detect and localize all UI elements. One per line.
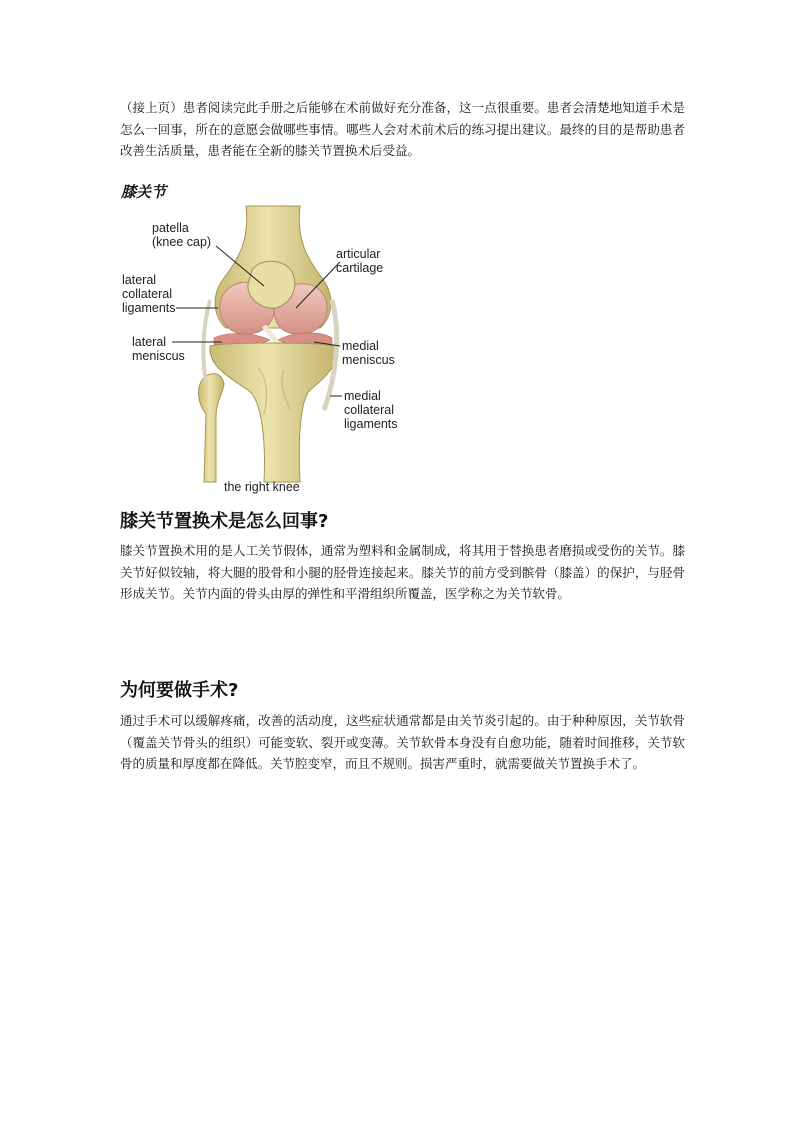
label-lcl-1: lateral bbox=[122, 273, 157, 287]
label-mmen-1: medial bbox=[342, 339, 379, 353]
section-heading-why-surgery: 为何要做手术? bbox=[120, 680, 239, 701]
lateral-collateral-ligament bbox=[203, 300, 210, 382]
label-lcl-3: ligaments bbox=[122, 301, 176, 315]
tibia-bone bbox=[210, 343, 337, 482]
label-mcl-1: medial bbox=[344, 389, 381, 403]
figure-caption: the right knee bbox=[224, 480, 300, 494]
label-patella-note: (knee cap) bbox=[152, 235, 212, 249]
label-lcl-2: collateral bbox=[122, 287, 173, 301]
label-mcl-3: ligaments bbox=[344, 417, 398, 431]
patella-bone bbox=[248, 261, 295, 308]
intro-paragraph: （接上页）患者阅读完此手册之后能够在术前做好充分准备，这一点很重要。患者会清楚地知道手术是怎么一回事，所在的意愿会做哪些事情。哪些人会对术前术后的练习提出建议。最终的目的是帮助患者改善生活质量，患者能在全新的膝关节置换术后受益。 bbox=[120, 100, 685, 158]
section-heading-what-is: 膝关节置换术是怎么回事? bbox=[120, 511, 329, 532]
fibula-bone bbox=[199, 374, 224, 482]
figure-heading: 膝关节 bbox=[121, 183, 167, 201]
label-patella: patella bbox=[152, 221, 189, 235]
label-articular: articular bbox=[336, 247, 381, 261]
label-cartilage: cartilage bbox=[336, 261, 384, 275]
label-lmen-1: lateral bbox=[132, 335, 167, 349]
knee-anatomy-figure bbox=[118, 200, 418, 500]
label-mcl-2: collateral bbox=[344, 403, 395, 417]
label-mmen-2: meniscus bbox=[342, 353, 395, 367]
section-body-what-is: 膝关节置换术用的是人工关节假体，通常为塑料和金属制成，将其用于替换患者磨损或受伤的关节。膝关节好似铰轴，将大腿的股骨和小腿的胫骨连接起来。膝关节的前方受到髌骨（膝盖）的保护，与胫骨形成关节。关节内面的骨头由厚的弹性和平滑组织所覆盖，医学称之为关节软骨。 bbox=[120, 543, 685, 601]
section-body-why-surgery: 通过手术可以缓解疼痛，改善的活动度，这些症状通常都是由关节炎引起的。由于种种原因，关节软骨（覆盖关节骨头的组织）可能变软、裂开或变薄。关节软骨本身没有自愈功能，随着时间推移，关节软骨的质量和厚度都在降低。关节腔变窄，而且不规则。损害严重时，就需要做关节置换手术了。 bbox=[120, 713, 685, 771]
label-lmen-2: meniscus bbox=[132, 349, 185, 363]
